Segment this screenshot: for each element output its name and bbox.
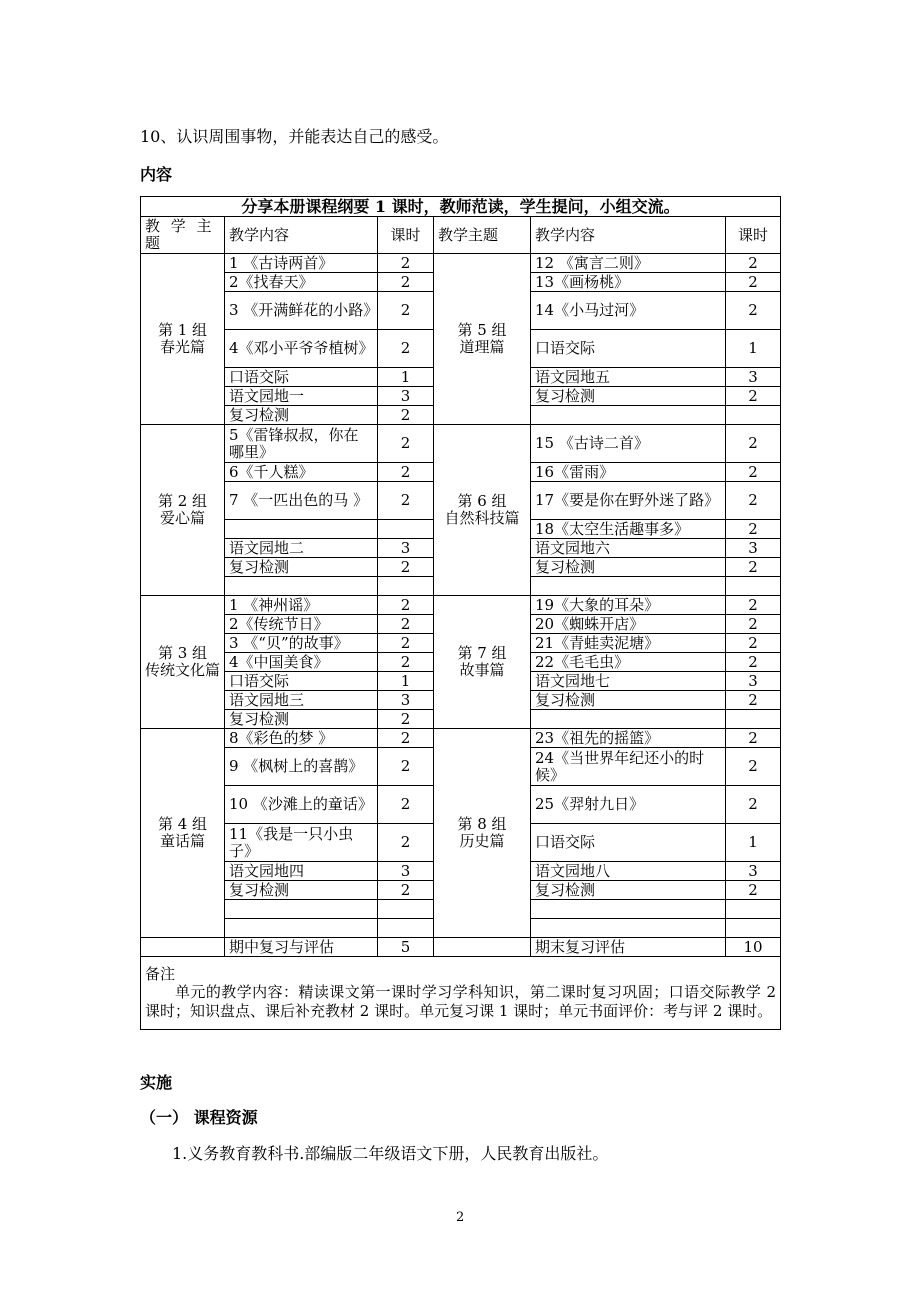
midterm-hours: 5 — [378, 938, 434, 957]
lesson-left: 3 《开满鲜花的小路》 — [225, 292, 378, 330]
section-heading-implement: 实施 — [140, 1073, 173, 1092]
lesson-right: 13《画杨桃》 — [531, 273, 726, 292]
empty-cell — [434, 938, 531, 957]
table-row — [141, 254, 781, 273]
hours-left: 3 — [378, 387, 434, 406]
syllabus-table — [140, 196, 781, 1030]
lesson-right — [531, 919, 726, 938]
hours-right: 1 — [726, 824, 781, 862]
hours-left: 2 — [378, 254, 434, 273]
hours-left: 2 — [378, 596, 434, 615]
hours-right: 2 — [726, 634, 781, 653]
hours-left: 2 — [378, 710, 434, 729]
lesson-left: 复习检测 — [225, 406, 378, 425]
hours-left — [378, 900, 434, 919]
hours-left: 2 — [378, 558, 434, 577]
lesson-left: 4《邓小平爷爷植树》 — [225, 330, 378, 368]
table-row — [141, 425, 781, 463]
unit-theme-right: 第 5 组 道理篇 — [434, 254, 531, 425]
hours-left: 2 — [378, 330, 434, 368]
hours-left: 2 — [378, 425, 434, 463]
subsection-heading-resources: （一） 课程资源 — [140, 1108, 258, 1127]
hours-left: 2 — [378, 463, 434, 482]
unit-theme-right: 第 8 组 历史篇 — [434, 729, 531, 938]
lesson-right: 24《当世界年纪还小的时候》 — [531, 748, 726, 786]
lesson-left: 8《彩色的梦 》 — [225, 729, 378, 748]
hours-left: 2 — [378, 653, 434, 672]
hours-left: 2 — [378, 824, 434, 862]
hours-right — [726, 900, 781, 919]
lesson-right: 口语交际 — [531, 330, 726, 368]
hours-right: 2 — [726, 615, 781, 634]
hours-right: 2 — [726, 786, 781, 824]
unit-theme-right: 第 7 组 故事篇 — [434, 596, 531, 729]
unit-theme-right: 第 6 组 自然科技篇 — [434, 425, 531, 596]
table-header: 教学内容 — [531, 217, 726, 254]
lesson-right: 口语交际 — [531, 824, 726, 862]
lesson-left: 复习检测 — [225, 881, 378, 900]
table-row — [141, 729, 781, 748]
hours-right: 2 — [726, 748, 781, 786]
lesson-right: 复习检测 — [531, 691, 726, 710]
lesson-right — [531, 710, 726, 729]
resource-item: 1.义务教育教科书.部编版二年级语文下册，人民教育出版社。 — [172, 1144, 609, 1163]
lesson-right: 21《青蛙卖泥塘》 — [531, 634, 726, 653]
lesson-left — [225, 919, 378, 938]
unit-theme-left: 第 4 组 童话篇 — [141, 729, 225, 938]
lesson-left: 口语交际 — [225, 672, 378, 691]
table-row — [141, 596, 781, 615]
hours-left: 3 — [378, 539, 434, 558]
lesson-right: 12 《寓言二则》 — [531, 254, 726, 273]
hours-left: 2 — [378, 748, 434, 786]
lesson-left: 6《千人糕》 — [225, 463, 378, 482]
lesson-right: 复习检测 — [531, 558, 726, 577]
lesson-left: 11《我是一只小虫子》 — [225, 824, 378, 862]
lesson-right — [531, 900, 726, 919]
hours-right: 2 — [726, 596, 781, 615]
lesson-left — [225, 577, 378, 596]
final-review: 期末复习评估 — [531, 938, 726, 957]
hours-right: 1 — [726, 330, 781, 368]
hours-left: 2 — [378, 406, 434, 425]
hours-right: 2 — [726, 558, 781, 577]
lesson-left: 1 《神州谣》 — [225, 596, 378, 615]
hours-right: 2 — [726, 273, 781, 292]
lesson-right: 语文园地七 — [531, 672, 726, 691]
lesson-left: 3 《“贝”的故事》 — [225, 634, 378, 653]
lesson-right: 20《蜘蛛开店》 — [531, 615, 726, 634]
lesson-right: 16《雷雨》 — [531, 463, 726, 482]
unit-theme-left: 第 3 组 传统文化篇 — [141, 596, 225, 729]
hours-left — [378, 577, 434, 596]
hours-left: 2 — [378, 881, 434, 900]
hours-right: 2 — [726, 729, 781, 748]
lesson-left: 语文园地二 — [225, 539, 378, 558]
lesson-right: 14《小马过河》 — [531, 292, 726, 330]
lesson-right: 语文园地五 — [531, 368, 726, 387]
lesson-right — [531, 577, 726, 596]
hours-right: 2 — [726, 254, 781, 273]
hours-right: 2 — [726, 425, 781, 463]
hours-right: 2 — [726, 653, 781, 672]
lesson-right: 19《大象的耳朵》 — [531, 596, 726, 615]
section-heading-content: 内容 — [140, 165, 173, 184]
final-hours: 10 — [726, 938, 781, 957]
lesson-left: 9 《枫树上的喜鹊》 — [225, 748, 378, 786]
hours-left: 2 — [378, 482, 434, 520]
notes-label: 备注 — [145, 964, 176, 983]
lesson-right: 25《羿射九日》 — [531, 786, 726, 824]
lesson-right — [531, 406, 726, 425]
table-header: 教 学 主题 — [141, 217, 225, 254]
lesson-left — [225, 520, 378, 539]
hours-left — [378, 919, 434, 938]
lesson-left: 口语交际 — [225, 368, 378, 387]
lesson-left: 语文园地三 — [225, 691, 378, 710]
unit-theme-left: 第 2 组 爱心篇 — [141, 425, 225, 596]
hours-right — [726, 710, 781, 729]
hours-left: 3 — [378, 691, 434, 710]
lesson-left: 1 《古诗两首》 — [225, 254, 378, 273]
hours-left: 3 — [378, 862, 434, 881]
lesson-left: 2《传统节日》 — [225, 615, 378, 634]
lesson-right: 18《太空生活趣事多》 — [531, 520, 726, 539]
lesson-right: 语文园地八 — [531, 862, 726, 881]
lesson-left: 4《中国美食》 — [225, 653, 378, 672]
lesson-left — [225, 900, 378, 919]
lesson-right: 17《要是你在野外迷了路》 — [531, 482, 726, 520]
lesson-left: 7 《一匹出色的马 》 — [225, 482, 378, 520]
page-number: 2 — [456, 1210, 465, 1225]
table-header: 课时 — [378, 217, 434, 254]
lesson-left: 复习检测 — [225, 710, 378, 729]
hours-left: 2 — [378, 729, 434, 748]
intro-line: 10、认识周围事物，并能表达自己的感受。 — [140, 127, 449, 146]
lesson-left: 10 《沙滩上的童话》 — [225, 786, 378, 824]
hours-right: 2 — [726, 292, 781, 330]
hours-left: 1 — [378, 368, 434, 387]
hours-right: 3 — [726, 368, 781, 387]
lesson-right: 15 《古诗二首》 — [531, 425, 726, 463]
lesson-left: 复习检测 — [225, 558, 378, 577]
notes-cell — [141, 957, 781, 1030]
hours-right: 3 — [726, 672, 781, 691]
hours-right: 2 — [726, 463, 781, 482]
hours-right: 2 — [726, 482, 781, 520]
midterm-review: 期中复习与评估 — [225, 938, 378, 957]
hours-left: 2 — [378, 634, 434, 653]
hours-left: 2 — [378, 615, 434, 634]
lesson-right: 22《毛毛虫》 — [531, 653, 726, 672]
table-header: 教学主题 — [434, 217, 531, 254]
hours-right: 3 — [726, 539, 781, 558]
table-title: 分享本册课程纲要 1 课时，教师范读，学生提问，小组交流。 — [141, 197, 781, 217]
lesson-left: 语文园地一 — [225, 387, 378, 406]
empty-cell — [141, 938, 225, 957]
unit-theme-left: 第 1 组 春光篇 — [141, 254, 225, 425]
hours-right — [726, 406, 781, 425]
lesson-left: 语文园地四 — [225, 862, 378, 881]
hours-left — [378, 520, 434, 539]
notes-text: 单元的教学内容：精读课文第一课时学习学科知识，第二课时复习巩固；口语交际教学 2 课时；知识盘点、课后补充教材 2 课时。单元复习课 1 课时；单元书面评价：考与评 2 课时。 — [145, 982, 776, 1020]
hours-left: 2 — [378, 786, 434, 824]
hours-left: 1 — [378, 672, 434, 691]
lesson-right: 复习检测 — [531, 881, 726, 900]
hours-right: 3 — [726, 862, 781, 881]
lesson-right: 语文园地六 — [531, 539, 726, 558]
hours-right — [726, 919, 781, 938]
table-header: 教学内容 — [225, 217, 378, 254]
hours-right: 2 — [726, 881, 781, 900]
table-header: 课时 — [726, 217, 781, 254]
lesson-left: 5《雷锋叔叔，你在哪里》 — [225, 425, 378, 463]
hours-right — [726, 577, 781, 596]
hours-left: 2 — [378, 273, 434, 292]
hours-right: 2 — [726, 520, 781, 539]
hours-left: 2 — [378, 292, 434, 330]
hours-right: 2 — [726, 387, 781, 406]
lesson-right: 23《祖先的摇篮》 — [531, 729, 726, 748]
hours-right: 2 — [726, 691, 781, 710]
lesson-right: 复习检测 — [531, 387, 726, 406]
lesson-left: 2《找春天》 — [225, 273, 378, 292]
